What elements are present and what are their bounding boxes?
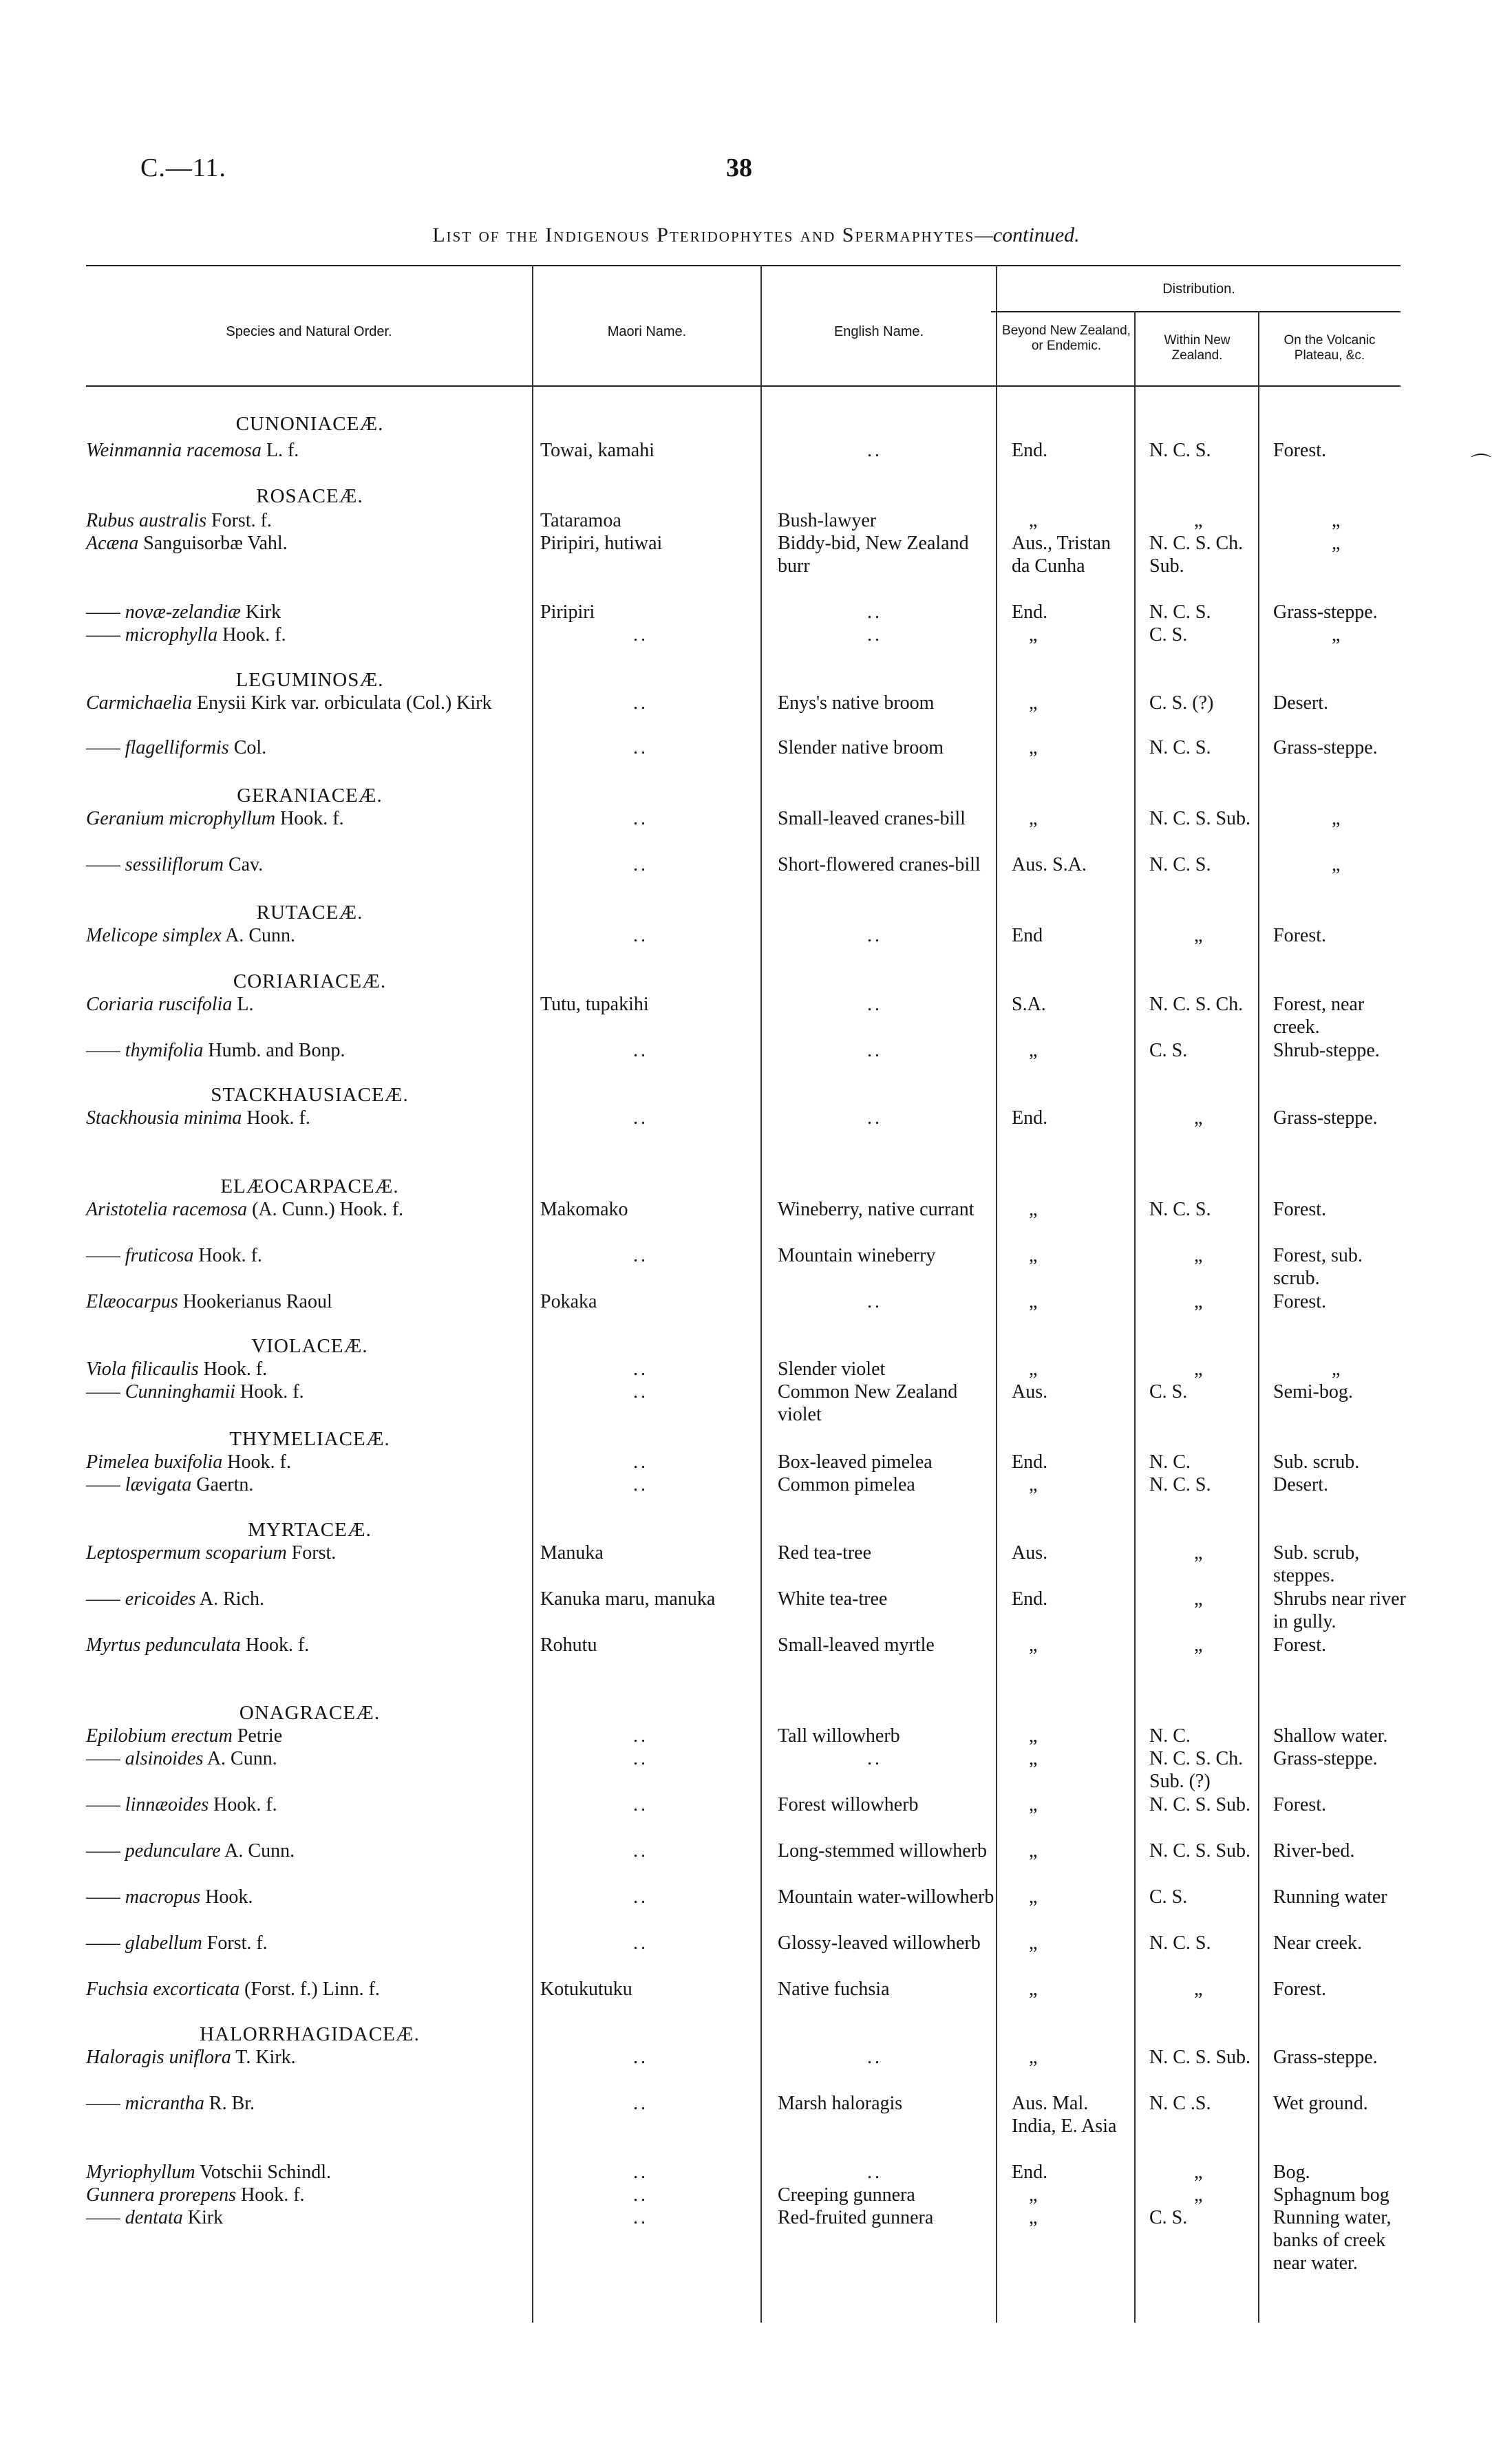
- maori-name: ..: [633, 737, 648, 758]
- distribution-within: N. C.: [1149, 1725, 1191, 1747]
- volcanic-plateau: Near creek.: [1273, 1932, 1363, 1954]
- distribution-within: „: [1194, 1634, 1203, 1656]
- volcanic-plateau: Sphagnum bog: [1273, 2184, 1389, 2206]
- volcanic-column-header: On the Volcanic Plateau, &c.: [1284, 333, 1376, 363]
- english-name: Small-leaved cranes-bill: [778, 808, 966, 829]
- distribution-within: N. C. S.: [1149, 440, 1211, 461]
- volcanic-plateau: Forest.: [1273, 1199, 1326, 1220]
- distribution-beyond: End.: [1012, 440, 1048, 461]
- maori-name: ..: [633, 1474, 648, 1495]
- distribution-beyond: „: [1029, 510, 1038, 531]
- volcanic-plateau: „: [1332, 624, 1341, 646]
- species-name: Rubus australis Forst. f.: [86, 510, 272, 531]
- species-name: —— pedunculare A. Cunn.: [86, 1840, 295, 1862]
- english-name: Common pimelea: [778, 1474, 915, 1495]
- species-name: Elæocarpus Hookerianus Raoul: [86, 1291, 332, 1312]
- maori-name: ..: [633, 1886, 648, 1908]
- english-name: Mountain wineberry: [778, 1245, 936, 1266]
- distribution-beyond: Aus.: [1012, 1381, 1048, 1403]
- english-name: Mountain water-willowherb: [778, 1886, 994, 1908]
- volcanic-plateau: „: [1332, 808, 1341, 829]
- english-name: Creeping gunnera: [778, 2184, 915, 2206]
- volcanic-plateau: Grass-steppe.: [1273, 2047, 1378, 2068]
- maori-name: ..: [633, 624, 648, 646]
- title-text: List of the Indigenous Pteridophytes and Spermaphytes: [432, 224, 975, 246]
- volcanic-plateau: Bog.: [1273, 2162, 1310, 2183]
- volcanic-plateau: „: [1332, 510, 1341, 531]
- volcanic-plateau: Forest.: [1273, 1979, 1326, 2000]
- distribution-within: N. C. S.: [1149, 737, 1211, 758]
- distribution-within: N. C. S. Sub.: [1149, 2047, 1251, 2068]
- maori-name: ..: [633, 1725, 648, 1747]
- distribution-within: N. C. S.: [1149, 1199, 1211, 1220]
- distribution-beyond: „: [1029, 1291, 1038, 1312]
- distribution-beyond: „: [1029, 1748, 1038, 1769]
- distribution-within: „: [1194, 1107, 1203, 1129]
- distribution-beyond: „: [1029, 1886, 1038, 1908]
- species-name: Aristotelia racemosa (A. Cunn.) Hook. f.: [86, 1199, 404, 1220]
- english-name: ..: [867, 1291, 882, 1312]
- distribution-within: „: [1194, 2162, 1203, 2183]
- volcanic-plateau: Running water: [1273, 1886, 1387, 1908]
- english-name: Slender native broom: [778, 737, 944, 758]
- distribution-beyond: „: [1029, 808, 1038, 829]
- maori-name: Pokaka: [540, 1291, 597, 1312]
- maori-name: ..: [633, 1451, 648, 1473]
- volcanic-plateau: Wet ground.: [1273, 2093, 1368, 2114]
- distribution-beyond: S.A.: [1012, 994, 1046, 1015]
- english-name: Forest willowherb: [778, 1794, 919, 1815]
- distribution-beyond: „: [1029, 1474, 1038, 1495]
- species-name: —— micrantha R. Br.: [86, 2093, 255, 2114]
- volcanic-plateau: Semi-bog.: [1273, 1381, 1353, 1403]
- distribution-within: C. S.: [1149, 2207, 1188, 2228]
- family-heading: ONAGRACEÆ.: [239, 1702, 381, 1724]
- species-name: Haloragis uniflora T. Kirk.: [86, 2047, 296, 2068]
- family-heading: STACKHAUSIACEÆ.: [211, 1084, 409, 1106]
- species-name: Melicope simplex A. Cunn.: [86, 925, 296, 946]
- maori-name: ..: [633, 808, 648, 829]
- english-name: White tea-tree: [778, 1588, 888, 1610]
- maori-name: ..: [633, 1358, 648, 1380]
- maori-name: ..: [633, 1381, 648, 1403]
- distribution-within: N. C. S. Sub.: [1149, 1794, 1251, 1815]
- report-code: C.—11.: [140, 153, 226, 182]
- species-name: Gunnera prorepens Hook. f.: [86, 2184, 305, 2206]
- title-continued: —continued.: [975, 224, 1080, 246]
- english-name: ..: [867, 601, 882, 623]
- distribution-beyond: Aus. S.A.: [1012, 854, 1087, 875]
- maori-name: ..: [633, 1040, 648, 1061]
- distribution-beyond: „: [1029, 692, 1038, 714]
- family-heading: RUTACEÆ.: [256, 902, 363, 924]
- english-name: ..: [867, 1107, 882, 1129]
- distribution-within: N. C .S.: [1149, 2093, 1211, 2114]
- maori-name: ..: [633, 1932, 648, 1954]
- distribution-beyond: End.: [1012, 2162, 1048, 2183]
- distribution-within: N. C. S. Sub.: [1149, 1840, 1251, 1862]
- family-heading: THYMELIACEÆ.: [229, 1428, 390, 1450]
- species-name: Geranium microphyllum Hook. f.: [86, 808, 344, 829]
- maori-name: ..: [633, 1794, 648, 1815]
- english-name: Tall willowherb: [778, 1725, 900, 1747]
- distribution-beyond: „: [1029, 1634, 1038, 1656]
- species-name: —— glabellum Forst. f.: [86, 1932, 268, 1954]
- distribution-beyond: „: [1029, 2207, 1038, 2228]
- distribution-beyond: „: [1029, 1932, 1038, 1954]
- distribution-within: „: [1194, 510, 1203, 531]
- maori-name: Tutu, tupakihi: [540, 994, 649, 1015]
- english-name: ..: [867, 994, 882, 1015]
- distribution-beyond: „: [1029, 1199, 1038, 1220]
- volcanic-plateau: Forest, sub. scrub.: [1273, 1245, 1363, 1289]
- species-name: Carmichaelia Enysii Kirk var. orbiculata (Col.) Kirk: [86, 692, 492, 714]
- volcanic-plateau: Running water, banks of creek near water.: [1273, 2207, 1392, 2274]
- species-name: Epilobium erectum Petrie: [86, 1725, 283, 1747]
- english-name: ..: [867, 1040, 882, 1061]
- volcanic-plateau: Shrubs near river in gully.: [1273, 1588, 1406, 1632]
- maori-name: Tataramoa: [540, 510, 621, 531]
- family-heading: GERANIACEÆ.: [237, 785, 383, 807]
- distribution-within: N. C. S.: [1149, 854, 1211, 875]
- distribution-within: „: [1194, 1979, 1203, 2000]
- maori-name: Makomako: [540, 1199, 628, 1220]
- english-name: Enys's native broom: [778, 692, 935, 714]
- species-name: Pimelea buxifolia Hook. f.: [86, 1451, 291, 1473]
- family-heading: MYRTACEÆ.: [248, 1519, 372, 1541]
- volcanic-plateau: Shallow water.: [1273, 1725, 1388, 1747]
- margin-mark: ⌒: [1471, 454, 1491, 476]
- species-name: —— novæ-zelandiæ Kirk: [86, 601, 281, 623]
- family-heading: CUNONIACEÆ.: [235, 413, 384, 435]
- maori-name: ..: [633, 2162, 648, 2183]
- english-name: Wineberry, native currant: [778, 1199, 975, 1220]
- distribution-beyond: End: [1012, 925, 1043, 946]
- distribution-beyond: „: [1029, 1040, 1038, 1061]
- distribution-beyond: „: [1029, 1840, 1038, 1862]
- english-name: Slender violet: [778, 1358, 886, 1380]
- volcanic-plateau: Forest.: [1273, 1291, 1326, 1312]
- distribution-within: „: [1194, 1588, 1203, 1610]
- distribution-within: C. S.: [1149, 1886, 1188, 1908]
- distribution-beyond: „: [1029, 1794, 1038, 1815]
- species-name: —— microphylla Hook. f.: [86, 624, 286, 646]
- species-name: Myriophyllum Votschii Schindl.: [86, 2162, 331, 2183]
- family-heading: CORIARIACEÆ.: [233, 970, 387, 992]
- within-column-header: Within New Zealand.: [1164, 333, 1231, 363]
- maori-name: ..: [633, 1107, 648, 1129]
- english-name: Native fuchsia: [778, 1979, 890, 2000]
- maori-name: Kanuka maru, manuka: [540, 1588, 716, 1610]
- species-name: Weinmannia racemosa L. f.: [86, 440, 299, 461]
- family-heading: VIOLACEÆ.: [251, 1335, 368, 1357]
- distribution-within: N. C. S.: [1149, 1474, 1211, 1495]
- distribution-beyond: „: [1029, 624, 1038, 646]
- volcanic-plateau: River-bed.: [1273, 1840, 1355, 1862]
- maori-name: ..: [633, 1840, 648, 1862]
- species-name: —— macropus Hook.: [86, 1886, 253, 1908]
- species-name: —— sessiliflorum Cav.: [86, 854, 264, 875]
- species-name: —— ericoides A. Rich.: [86, 1588, 264, 1610]
- english-name: ..: [867, 440, 882, 461]
- maori-name: ..: [633, 2207, 648, 2228]
- species-name: Viola filicaulis Hook. f.: [86, 1358, 268, 1380]
- maori-name: ..: [633, 2093, 648, 2114]
- distribution-within: „: [1194, 2184, 1203, 2206]
- species-name: Leptospermum scoparium Forst.: [86, 1542, 337, 1564]
- volcanic-plateau: Grass-steppe.: [1273, 1107, 1378, 1129]
- volcanic-plateau: Forest, near creek.: [1273, 994, 1365, 1038]
- species-name: Myrtus pedunculata Hook. f.: [86, 1634, 310, 1656]
- species-name: —— fruticosa Hook. f.: [86, 1245, 262, 1266]
- english-name: Small-leaved myrtle: [778, 1634, 935, 1656]
- english-name: ..: [867, 624, 882, 646]
- english-name: ..: [867, 2047, 882, 2068]
- distribution-beyond: „: [1029, 1358, 1038, 1380]
- maori-name: ..: [633, 854, 648, 875]
- english-name: Glossy-leaved willowherb: [778, 1932, 981, 1954]
- species-name: Stackhousia minima Hook. f.: [86, 1107, 310, 1129]
- volcanic-plateau: Grass-steppe.: [1273, 601, 1378, 623]
- maori-name: ..: [633, 1748, 648, 1769]
- distribution-beyond: „: [1029, 737, 1038, 758]
- english-name: ..: [867, 1748, 882, 1769]
- distribution-within: N. C. S.: [1149, 601, 1211, 623]
- maori-name: ..: [633, 2047, 648, 2068]
- distribution-within: N. C. S. Ch. Sub. (?): [1149, 1748, 1244, 1792]
- species-name: —— lævigata Gaertn.: [86, 1474, 254, 1495]
- volcanic-plateau: Sub. scrub, steppes.: [1273, 1542, 1360, 1586]
- english-name: Biddy-bid, New Zealand burr: [778, 533, 969, 577]
- distribution-within: N. C. S. Ch. Sub.: [1149, 533, 1244, 577]
- family-heading: HALORRHAGIDACEÆ.: [200, 2023, 420, 2045]
- distribution-within: C. S.: [1149, 624, 1188, 646]
- maori-name: Towai, kamahi: [540, 440, 654, 461]
- maori-name: ..: [633, 2184, 648, 2206]
- english-column-header: English Name.: [833, 324, 924, 339]
- species-name: Coriaria ruscifolia L.: [86, 994, 254, 1015]
- distribution-within: „: [1194, 1358, 1203, 1380]
- distribution-within: „: [1194, 1245, 1203, 1266]
- distribution-beyond: End.: [1012, 601, 1048, 623]
- distribution-beyond: End.: [1012, 1588, 1048, 1610]
- volcanic-plateau: Forest.: [1273, 1794, 1326, 1815]
- volcanic-plateau: Sub. scrub.: [1273, 1451, 1360, 1473]
- volcanic-plateau: Forest.: [1273, 1634, 1326, 1656]
- maori-name: ..: [633, 1245, 648, 1266]
- distribution-column-header: Distribution.: [1162, 281, 1235, 297]
- beyond-column-header: Beyond New Zealand, or Endemic.: [1002, 323, 1131, 353]
- maori-name: ..: [633, 692, 648, 714]
- distribution-beyond: „: [1029, 1979, 1038, 2000]
- species-column-header: Species and Natural Order.: [226, 324, 392, 339]
- maori-name: Rohutu: [540, 1634, 597, 1656]
- species-name: Fuchsia excorticata (Forst. f.) Linn. f.: [86, 1979, 380, 2000]
- maori-name: Piripiri, hutiwai: [540, 533, 663, 554]
- volcanic-plateau: „: [1332, 1358, 1341, 1380]
- volcanic-plateau: Forest.: [1273, 925, 1326, 946]
- distribution-within: „: [1194, 1542, 1203, 1564]
- english-name: Bush-lawyer: [778, 510, 877, 531]
- english-name: Red-fruited gunnera: [778, 2207, 934, 2228]
- volcanic-plateau: Forest.: [1273, 440, 1326, 461]
- distribution-within: C. S. (?): [1149, 692, 1214, 714]
- volcanic-plateau: „: [1332, 533, 1341, 554]
- english-name: ..: [867, 2162, 882, 2183]
- species-name: —— flagelliformis Col.: [86, 737, 267, 758]
- distribution-within: N. C. S. Ch.: [1149, 994, 1244, 1015]
- distribution-within: N. C. S.: [1149, 1932, 1211, 1954]
- distribution-beyond: Aus. Mal. India, E. Asia: [1012, 2093, 1117, 2137]
- volcanic-plateau: Grass-steppe.: [1273, 737, 1378, 758]
- distribution-within: „: [1194, 925, 1203, 946]
- page-number: 38: [726, 153, 752, 182]
- distribution-beyond: Aus., Tristan da Cunha: [1012, 533, 1111, 577]
- distribution-beyond: Aus.: [1012, 1542, 1048, 1564]
- distribution-within: C. S.: [1149, 1040, 1188, 1061]
- distribution-within: „: [1194, 1291, 1203, 1312]
- family-heading: ELÆOCARPACEÆ.: [220, 1175, 399, 1197]
- distribution-within: C. S.: [1149, 1381, 1188, 1403]
- maori-name: Kotukutuku: [540, 1979, 632, 2000]
- english-name: Long-stemmed willowherb: [778, 1840, 988, 1862]
- maori-name: ..: [633, 925, 648, 946]
- species-name: —— Cunninghamii Hook. f.: [86, 1381, 304, 1403]
- english-name: Red tea-tree: [778, 1542, 872, 1564]
- english-name: Short-flowered cranes-bill: [778, 854, 981, 875]
- species-name: —— alsinoides A. Cunn.: [86, 1748, 277, 1769]
- volcanic-plateau: Desert.: [1273, 1474, 1329, 1495]
- species-name: —— thymifolia Humb. and Bonp.: [86, 1040, 345, 1061]
- distribution-within: N. C.: [1149, 1451, 1191, 1473]
- maori-column-header: Maori Name.: [607, 324, 687, 339]
- english-name: Common New Zealand violet: [778, 1381, 958, 1425]
- species-name: —— linnæoides Hook. f.: [86, 1794, 277, 1815]
- family-heading: ROSACEÆ.: [256, 485, 363, 507]
- volcanic-plateau: Shrub-steppe.: [1273, 1040, 1380, 1061]
- distribution-beyond: End.: [1012, 1107, 1048, 1129]
- distribution-within: N. C. S. Sub.: [1149, 808, 1251, 829]
- species-name: —— dentata Kirk: [86, 2207, 224, 2228]
- volcanic-plateau: Grass-steppe.: [1273, 1748, 1378, 1769]
- english-name: Marsh haloragis: [778, 2093, 903, 2114]
- english-name: ..: [867, 925, 882, 946]
- distribution-beyond: End.: [1012, 1451, 1048, 1473]
- volcanic-plateau: „: [1332, 854, 1341, 875]
- maori-name: Piripiri: [540, 601, 595, 623]
- distribution-beyond: „: [1029, 1245, 1038, 1266]
- english-name: Box-leaved pimelea: [778, 1451, 933, 1473]
- species-name: Acæna Sanguisorbæ Vahl.: [86, 533, 288, 554]
- family-heading: LEGUMINOSÆ.: [235, 669, 384, 691]
- volcanic-plateau: Desert.: [1273, 692, 1329, 714]
- maori-name: Manuka: [540, 1542, 604, 1564]
- distribution-beyond: „: [1029, 2184, 1038, 2206]
- distribution-beyond: „: [1029, 2047, 1038, 2068]
- distribution-beyond: „: [1029, 1725, 1038, 1747]
